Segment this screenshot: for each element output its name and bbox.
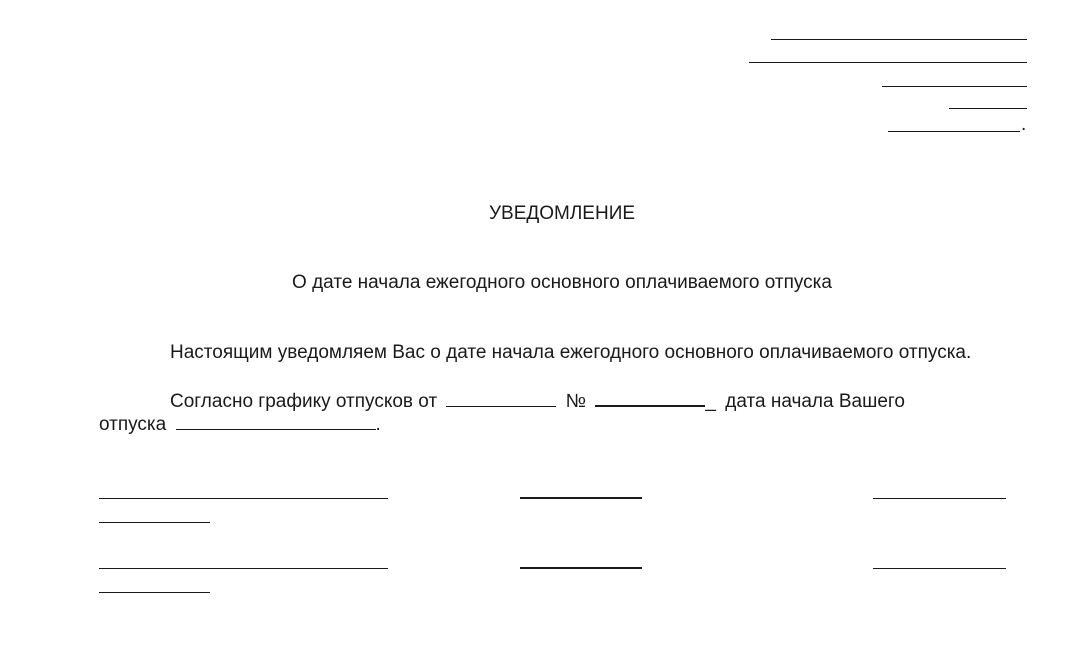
document-title: УВЕДОМЛЕНИЕ (488, 203, 636, 224)
signature-row-2-name-field[interactable] (873, 568, 1006, 569)
signature-row-2-position-field[interactable] (99, 568, 388, 569)
signature-row-2-signature-field[interactable] (520, 567, 642, 569)
number-suffix: _ (705, 391, 716, 412)
vacation-label: отпуска (99, 414, 167, 435)
header-end-punct: . (1021, 114, 1027, 135)
paragraph-2-end-punct: . (375, 414, 381, 435)
paragraph-2-line-1 (170, 387, 905, 413)
header-line-1[interactable] (771, 39, 1027, 40)
header-line-4[interactable] (949, 108, 1027, 109)
signature-row-1-name-field[interactable] (873, 498, 1006, 499)
signature-row-1-position-field[interactable] (99, 498, 388, 499)
schedule-prefix: Согласно графику отпусков от (170, 391, 438, 412)
signature-row-1-position-field-cont[interactable] (99, 522, 210, 523)
signature-row-1-signature-field[interactable] (520, 497, 642, 499)
document-subtitle: О дате начала ежегодного основного оплачиваемого отпуска (292, 272, 832, 293)
vacation-start-date-field[interactable] (176, 411, 376, 430)
header-line-2[interactable] (749, 62, 1027, 63)
paragraph-2-line-2 (99, 411, 381, 436)
schedule-number-field[interactable] (595, 387, 705, 407)
number-sign: № (565, 391, 587, 412)
signature-row-2-position-field-cont[interactable] (99, 592, 210, 593)
start-date-text: дата начала Вашего (725, 391, 905, 412)
paragraph-1: Настоящим уведомляем Вас о дате начала ежегодного основного оплачиваемого отпуска. (170, 342, 972, 363)
header-line-3[interactable] (882, 86, 1027, 87)
header-line-5[interactable] (888, 131, 1020, 132)
schedule-date-field[interactable] (446, 388, 556, 407)
